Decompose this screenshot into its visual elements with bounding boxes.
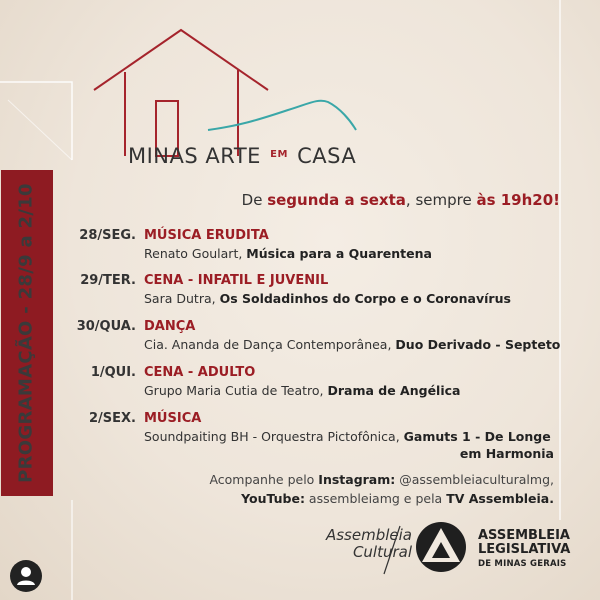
event-date: 1/QUI. [90, 365, 136, 380]
person-icon [10, 560, 42, 592]
tagline-mid: , sempre [405, 191, 477, 209]
event-work-continued: em Harmonia [459, 446, 554, 461]
event-date: 30/QUA. [76, 319, 136, 334]
follow-youtube [209, 489, 554, 508]
alm-line3: DE MINAS GERAIS [478, 559, 567, 569]
tv-label: TV Assembleia. [446, 491, 554, 506]
tagline-pre: De [241, 191, 268, 209]
event-category: MÚSICA [144, 411, 202, 426]
brand-title-em: EM [270, 149, 288, 160]
event-description [144, 337, 560, 352]
event-category: CENA - INFATIL E JUVENIL [144, 273, 329, 288]
alm-line2: LEGISLATIVA [478, 542, 571, 557]
event-category: DANÇA [144, 319, 196, 334]
event-work: Os Soldadinhos do Corpo e o Coronavírus [219, 291, 511, 306]
tagline-days: segunda a sexta [267, 191, 406, 209]
side-banner-text: PROGRAMAÇÃO - 28/9 a 2/10 [15, 183, 37, 483]
brand-title-right: CASA [297, 144, 357, 168]
assembleia-legislativa-logo [478, 529, 570, 571]
event-category: CENA - ADULTO [144, 365, 256, 380]
event-artist: Cia. Ananda de Dança Contemporânea, [144, 337, 396, 352]
event-date: 2/SEX. [89, 411, 136, 426]
event-work: Gamuts 1 - De Longe [403, 429, 551, 444]
tagline [242, 191, 560, 209]
event-artist: Sara Dutra, [144, 291, 220, 306]
event-artist: Renato Goulart, [144, 246, 247, 261]
follow-instagram [209, 470, 554, 489]
youtube-label: YouTube: [241, 491, 305, 506]
instagram-label: Instagram: [318, 472, 396, 487]
brand-title [128, 144, 356, 168]
avatar-icon[interactable] [10, 560, 42, 592]
tagline-time: às 19h20! [476, 191, 560, 209]
follow-info [209, 470, 554, 508]
alm-line1: ASSEMBLEIA [478, 528, 570, 543]
instagram-handle: @assembleiaculturalmg, [395, 472, 554, 487]
house-logo-icon [88, 28, 368, 158]
event-date: 29/TER. [80, 273, 136, 288]
event-description [144, 429, 551, 444]
event-artist: Grupo Maria Cutia de Teatro, [144, 383, 328, 398]
event-date: 28/SEG. [79, 228, 136, 243]
follow-pre: Acompanhe pelo [209, 472, 319, 487]
youtube-handle: assembleiamg e pela [304, 491, 447, 506]
event-work: Duo Derivado - Septeto [395, 337, 561, 352]
event-description [144, 291, 511, 306]
brand-title-left: MINAS ARTE [128, 144, 261, 168]
event-description [144, 383, 460, 398]
cultural-line1: Assembleia [325, 526, 412, 544]
event-work: Drama de Angélica [327, 383, 461, 398]
event-description [144, 246, 432, 261]
event-artist: Soundpaiting BH - Orquestra Pictofônica, [144, 429, 404, 444]
event-work: Música para a Quarentena [246, 246, 432, 261]
cultural-line2: Cultural [352, 543, 412, 561]
event-category: MÚSICA ERUDITA [144, 228, 269, 243]
